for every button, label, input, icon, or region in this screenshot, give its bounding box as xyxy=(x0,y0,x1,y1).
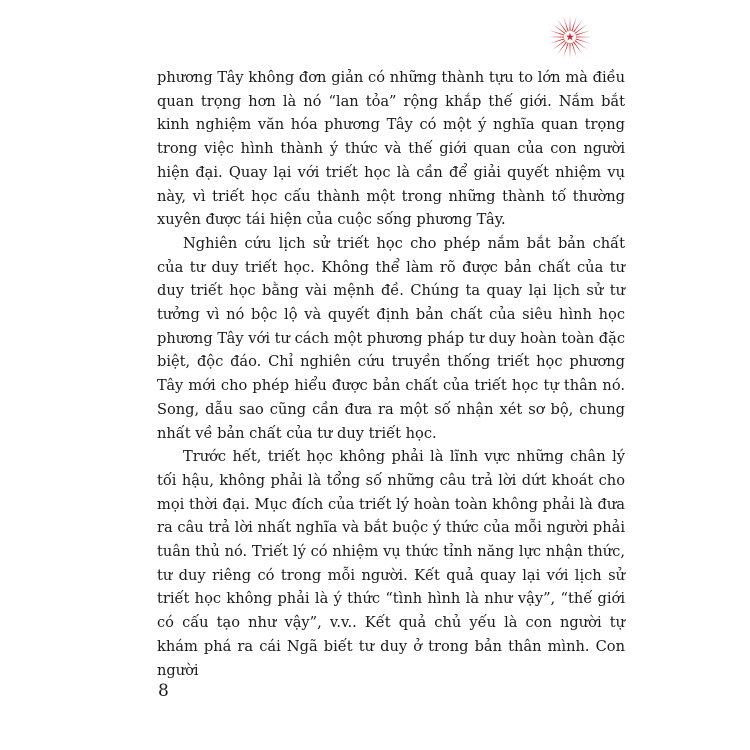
logo-ray xyxy=(573,20,583,33)
body-text xyxy=(157,66,625,682)
logo-ray xyxy=(553,24,566,34)
paragraph-1: phương Tây không đơn giản có những thành tựu to lớn mà điều quan trọng hơn là nó “lan tỏa” rộng khắp thế giới. Nắm bắt kinh nghiệm văn hóa phương Tây có một ý nghĩa quan trọng trong việc hình thành ý thức và thế giới quan của con người hiện đại. Quay lại với triết học là cần để giải quyết nhiệm vụ này, vì triết học cấu thành một trong những thành tố thường xuyên được tái hiện của cuộc sống phương Tây. xyxy=(157,69,625,229)
paragraph-3: Trước hết, triết học không phải là lĩnh vực những chân lý tối hậu, không phải là tổng số những câu trả lời dứt khoát cho mọi thời đại. Mục đích của triết lý hoàn toàn không phải là đưa ra câu trả lời nhất nghĩa và bắt buộc ý thức của mỗi người phải tuân thủ nó. Triết lý có nhiệm vụ thức tỉnh năng lực nhận thức, tư duy riêng có trong mỗi người. Kết quả quay lại với lịch sử triết học không phải là ý thức “tình hình là như vậy”, “thế giới có cấu tạo như vậy”, v.v.. Kết quả chủ yếu là con người tự khám phá ra cái Ngã biết tư duy ở trong bản thân mình. Con người xyxy=(157,448,625,679)
page-number: 8 xyxy=(158,681,169,701)
logo-ray xyxy=(573,42,583,55)
logo-ray xyxy=(576,36,592,37)
logo-ray xyxy=(575,40,588,50)
logo-ray xyxy=(569,15,570,31)
paragraph-2: Nghiên cứu lịch sử triết học cho phép nắm bắt bản chất của tư duy triết học. Không thể làm rõ được bản chất của tư duy triết học bằng vài mệnh đề. Chúng ta quay lại lịch sử tư tưởng vì nó bộc lộ và quyết định bản chất của siêu hình học phương Tây với tư cách một phương pháp tư duy hoàn toàn đặc biệt, độc đáo. Chỉ nghiên cứu truyền thống triết học phương Tây mới cho phép hiểu được bản chất của triết học tự thân nó. Song, dẫu sao cũng cần đưa ra một số nhận xét sơ bộ, chung nhất về bản chất của tư duy triết học. xyxy=(157,234,625,442)
logo-ray xyxy=(557,20,567,33)
publisher-star-logo-icon xyxy=(547,14,593,60)
logo-ray xyxy=(575,24,588,34)
logo-ray xyxy=(548,36,564,37)
logo-ray xyxy=(557,42,567,55)
logo-ray xyxy=(569,43,570,59)
logo-ray xyxy=(553,40,566,50)
